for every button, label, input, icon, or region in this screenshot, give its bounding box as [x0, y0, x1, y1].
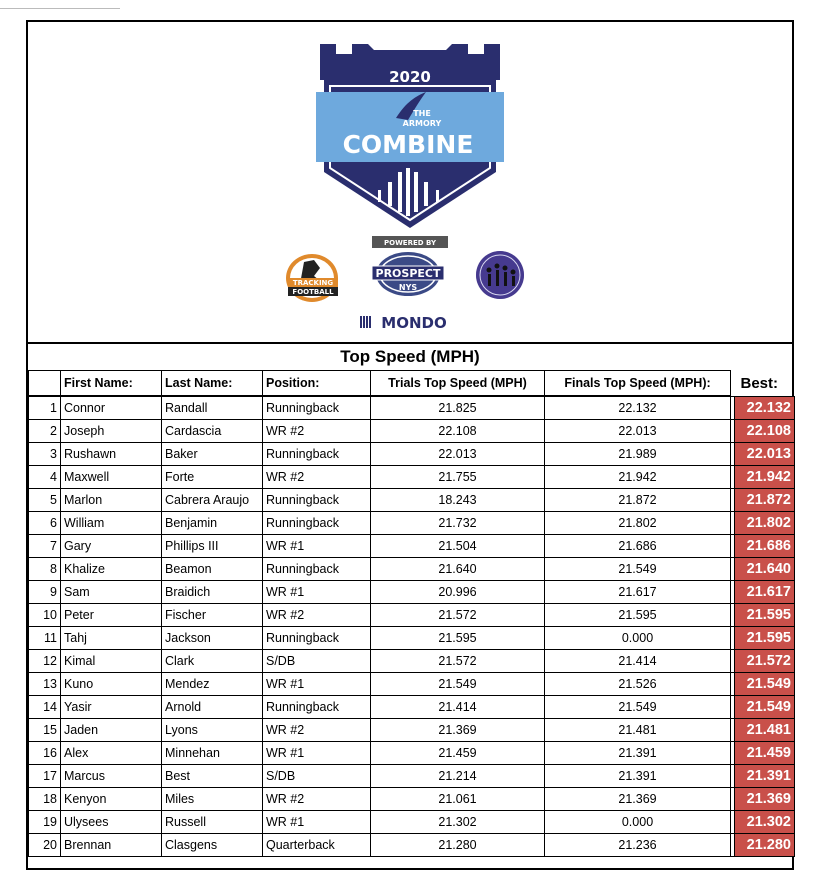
powered-by-label: POWERED BY: [383, 239, 437, 247]
table-row: [29, 489, 795, 512]
cell-position: S/DB: [263, 650, 371, 673]
cell-first: Kuno: [61, 673, 162, 696]
cell-finals: 21.549: [545, 558, 731, 581]
cell-rank: 14: [29, 696, 61, 719]
cell-first: Tahj: [61, 627, 162, 650]
athletics-emblem-logo: [476, 251, 524, 299]
cell-finals: 0.000: [545, 627, 731, 650]
cell-first: William: [61, 512, 162, 535]
cell-rank: 11: [29, 627, 61, 650]
table-row: [29, 581, 795, 604]
table-row: [29, 535, 795, 558]
cell-last: Clasgens: [162, 834, 263, 857]
cell-trials: 21.369: [371, 719, 545, 742]
cell-first: Jaden: [61, 719, 162, 742]
cell-trials: 21.755: [371, 466, 545, 489]
cell-rank: 7: [29, 535, 61, 558]
tracking-label: TRACKING: [292, 279, 334, 287]
cell-best: 21.391: [735, 765, 795, 788]
table-row: [29, 788, 795, 811]
cell-last: Lyons: [162, 719, 263, 742]
logo-org-line2: ARMORY: [402, 119, 442, 128]
cell-best: 21.481: [735, 719, 795, 742]
table-row: [29, 811, 795, 834]
cell-finals: 21.481: [545, 719, 731, 742]
logo-org-line1: THE: [413, 109, 431, 118]
cell-rank: 19: [29, 811, 61, 834]
cell-rank: 15: [29, 719, 61, 742]
cell-finals: 21.414: [545, 650, 731, 673]
cell-trials: 21.414: [371, 696, 545, 719]
cell-finals: 21.369: [545, 788, 731, 811]
cell-position: WR #1: [263, 673, 371, 696]
cell-trials: 18.243: [371, 489, 545, 512]
table-row: [29, 420, 795, 443]
prospect-label: PROSPECT: [375, 267, 441, 280]
table-row: [29, 396, 795, 420]
cell-first: Marlon: [61, 489, 162, 512]
cell-finals: 21.236: [545, 834, 731, 857]
table-row: [29, 673, 795, 696]
cell-best: 21.369: [735, 788, 795, 811]
table-row: [29, 742, 795, 765]
header-row: [29, 371, 795, 397]
mondo-label: MONDO: [381, 314, 447, 332]
cell-best: 22.108: [735, 420, 795, 443]
cell-last: Braidich: [162, 581, 263, 604]
cell-rank: 9: [29, 581, 61, 604]
cell-trials: 21.302: [371, 811, 545, 834]
cell-best: 21.686: [735, 535, 795, 558]
cell-rank: 3: [29, 443, 61, 466]
cell-finals: 21.391: [545, 765, 731, 788]
cell-last: Forte: [162, 466, 263, 489]
first-name-header: First Name:: [61, 371, 162, 397]
cell-trials: 21.549: [371, 673, 545, 696]
cell-position: WR #1: [263, 535, 371, 558]
position-header: Position:: [263, 371, 371, 397]
cell-first: Rushawn: [61, 443, 162, 466]
cell-trials: 21.214: [371, 765, 545, 788]
cell-position: WR #1: [263, 742, 371, 765]
cell-rank: 5: [29, 489, 61, 512]
nys-label: NYS: [398, 283, 418, 292]
cell-best: 21.572: [735, 650, 795, 673]
results-table: [28, 370, 795, 857]
cell-last: Miles: [162, 788, 263, 811]
cell-rank: 4: [29, 466, 61, 489]
cell-first: Brennan: [61, 834, 162, 857]
table-row: [29, 604, 795, 627]
cell-position: Quarterback: [263, 834, 371, 857]
cell-rank: 8: [29, 558, 61, 581]
table-row: [29, 719, 795, 742]
cell-last: Benjamin: [162, 512, 263, 535]
cell-trials: 20.996: [371, 581, 545, 604]
cell-position: WR #2: [263, 420, 371, 443]
cell-best: 21.595: [735, 604, 795, 627]
cell-trials: 21.825: [371, 396, 545, 420]
trials-header: Trials Top Speed (MPH): [371, 371, 545, 397]
cell-last: Baker: [162, 443, 263, 466]
cell-last: Best: [162, 765, 263, 788]
cell-last: Clark: [162, 650, 263, 673]
cell-rank: 13: [29, 673, 61, 696]
cell-rank: 18: [29, 788, 61, 811]
cell-first: Marcus: [61, 765, 162, 788]
cell-last: Mendez: [162, 673, 263, 696]
cell-position: S/DB: [263, 765, 371, 788]
mondo-logo: [360, 314, 447, 332]
table-row: [29, 443, 795, 466]
cell-last: Arnold: [162, 696, 263, 719]
cell-first: Gary: [61, 535, 162, 558]
cell-first: Alex: [61, 742, 162, 765]
cell-first: Maxwell: [61, 466, 162, 489]
football-label: FOOTBALL: [292, 288, 334, 296]
cell-position: WR #2: [263, 719, 371, 742]
cell-position: Runningback: [263, 489, 371, 512]
cell-best: 21.802: [735, 512, 795, 535]
table-row: [29, 512, 795, 535]
cell-trials: 22.108: [371, 420, 545, 443]
cell-position: Runningback: [263, 696, 371, 719]
cell-first: Kenyon: [61, 788, 162, 811]
cell-trials: 21.459: [371, 742, 545, 765]
cell-trials: 21.572: [371, 650, 545, 673]
cell-last: Randall: [162, 396, 263, 420]
cell-first: Connor: [61, 396, 162, 420]
cell-position: Runningback: [263, 512, 371, 535]
cell-finals: 21.549: [545, 696, 731, 719]
cell-trials: 21.732: [371, 512, 545, 535]
cell-best: 22.013: [735, 443, 795, 466]
table-row: [29, 696, 795, 719]
armory-combine-logo: [316, 44, 504, 228]
cell-finals: 21.942: [545, 466, 731, 489]
table-row: [29, 650, 795, 673]
cell-position: Runningback: [263, 558, 371, 581]
cell-finals: 21.686: [545, 535, 731, 558]
cell-finals: 21.391: [545, 742, 731, 765]
tracking-football-logo: [286, 254, 338, 302]
cell-best: 21.549: [735, 696, 795, 719]
cell-best: 22.132: [735, 396, 795, 420]
cell-rank: 20: [29, 834, 61, 857]
cell-position: WR #2: [263, 788, 371, 811]
cell-first: Kimal: [61, 650, 162, 673]
cell-finals: 21.872: [545, 489, 731, 512]
rank-header: [29, 371, 61, 397]
cell-last: Phillips III: [162, 535, 263, 558]
cell-last: Cabrera Araujo: [162, 489, 263, 512]
results-sheet: [26, 20, 794, 870]
cell-trials: 21.572: [371, 604, 545, 627]
cell-rank: 10: [29, 604, 61, 627]
cell-rank: 6: [29, 512, 61, 535]
best-header: Best:: [740, 374, 779, 392]
cell-finals: 0.000: [545, 811, 731, 834]
cell-rank: 12: [29, 650, 61, 673]
cell-first: Joseph: [61, 420, 162, 443]
cell-trials: 21.640: [371, 558, 545, 581]
cell-finals: 22.013: [545, 420, 731, 443]
cell-position: Runningback: [263, 396, 371, 420]
cell-position: WR #1: [263, 581, 371, 604]
table-row: [29, 627, 795, 650]
cell-position: Runningback: [263, 627, 371, 650]
cell-trials: 21.280: [371, 834, 545, 857]
cell-first: Khalize: [61, 558, 162, 581]
cell-finals: 21.989: [545, 443, 731, 466]
cell-trials: 22.013: [371, 443, 545, 466]
cell-rank: 17: [29, 765, 61, 788]
cell-trials: 21.504: [371, 535, 545, 558]
cell-best: 21.942: [735, 466, 795, 489]
cell-first: Peter: [61, 604, 162, 627]
prospect-nys-logo: [372, 252, 444, 296]
cell-last: Beamon: [162, 558, 263, 581]
table-row: [29, 834, 795, 857]
cell-best: 21.459: [735, 742, 795, 765]
logo-graphics: [28, 22, 792, 342]
cell-position: WR #1: [263, 811, 371, 834]
cell-best: 21.617: [735, 581, 795, 604]
cell-best: 21.640: [735, 558, 795, 581]
finals-header: Finals Top Speed (MPH):: [545, 371, 731, 397]
last-name-header: Last Name:: [162, 371, 263, 397]
cell-trials: 21.595: [371, 627, 545, 650]
logo-year: 2020: [389, 68, 431, 86]
cell-rank: 16: [29, 742, 61, 765]
cell-last: Russell: [162, 811, 263, 834]
logo-area: [28, 22, 792, 342]
cell-position: WR #2: [263, 466, 371, 489]
cell-best: 21.302: [735, 811, 795, 834]
cell-last: Fischer: [162, 604, 263, 627]
cell-last: Cardascia: [162, 420, 263, 443]
cell-first: Yasir: [61, 696, 162, 719]
cell-rank: 1: [29, 396, 61, 420]
logo-event: COMBINE: [342, 130, 474, 159]
cell-rank: 2: [29, 420, 61, 443]
cell-last: Jackson: [162, 627, 263, 650]
cell-best: 21.549: [735, 673, 795, 696]
table-title: Top Speed (MPH): [340, 347, 480, 366]
table-row: [29, 558, 795, 581]
cell-position: WR #2: [263, 604, 371, 627]
cell-best: 21.280: [735, 834, 795, 857]
cell-finals: 21.595: [545, 604, 731, 627]
cell-best: 21.872: [735, 489, 795, 512]
table-row: [29, 466, 795, 489]
cell-trials: 21.061: [371, 788, 545, 811]
cell-finals: 21.526: [545, 673, 731, 696]
cell-finals: 22.132: [545, 396, 731, 420]
cell-first: Sam: [61, 581, 162, 604]
table-row: [29, 765, 795, 788]
cell-last: Minnehan: [162, 742, 263, 765]
cell-finals: 21.617: [545, 581, 731, 604]
cell-first: Ulysees: [61, 811, 162, 834]
cell-best: 21.595: [735, 627, 795, 650]
cell-position: Runningback: [263, 443, 371, 466]
cell-finals: 21.802: [545, 512, 731, 535]
page-edge-line: [0, 8, 120, 9]
